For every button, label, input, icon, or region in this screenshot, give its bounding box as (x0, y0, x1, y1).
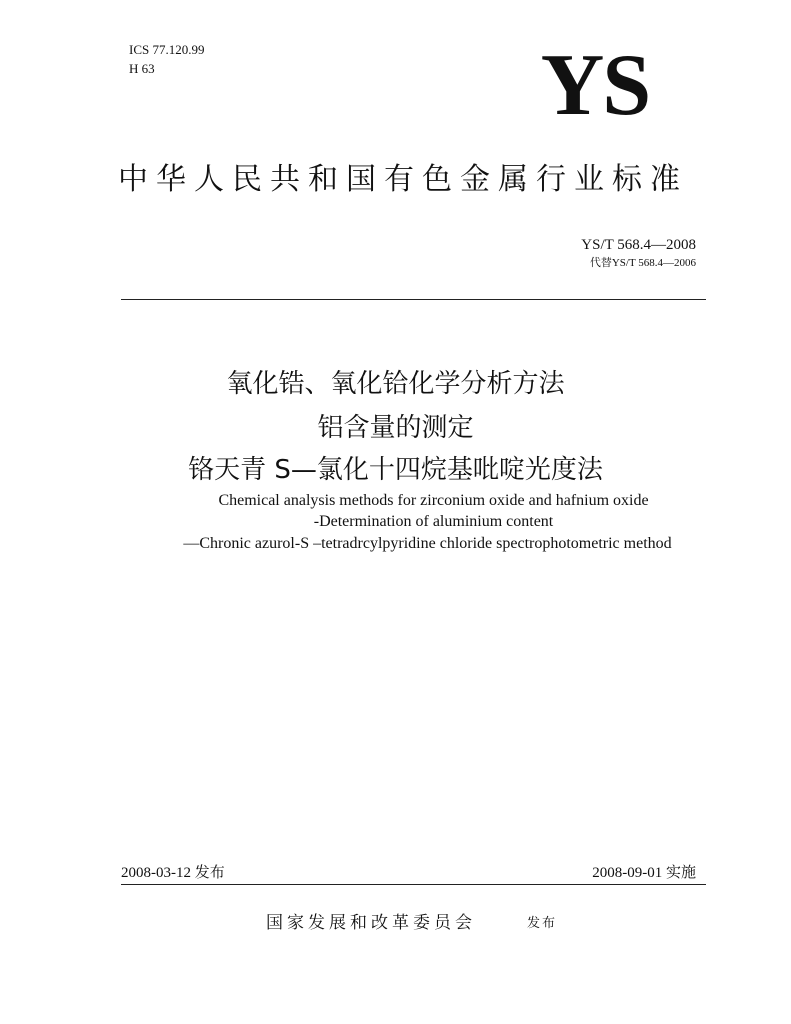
chinese-title-line-3: 铬天青 S—氯化十四烷基吡啶光度法 (188, 455, 603, 485)
english-title-line-1: Chemical analysis methods for zirconium oxide and hafnium oxide (218, 492, 649, 509)
chinese-title-line-1: 氧化锆、氧化铪化学分析方法 (226, 369, 565, 399)
ccs-code: H 63 (129, 61, 155, 76)
standard-number: YS/T 568.4—2008 (581, 237, 696, 253)
replaces-standard: 代替YS/T 568.4—2006 (589, 257, 696, 269)
bottom-divider (121, 884, 706, 885)
issuing-authority: 国家发展和改革委员会 (266, 913, 476, 933)
ics-code: ICS 77.120.99 (129, 42, 205, 57)
english-title-line-2: -Determination of aluminium content (313, 513, 554, 530)
standard-category-title: 中华人民共和国有色金属行业标准 (118, 162, 688, 197)
ys-logo: YS (540, 37, 650, 134)
issuing-authority-suffix: 发布 (527, 916, 558, 931)
chinese-title-line-2: 铝含量的测定 (317, 413, 474, 443)
top-divider (121, 299, 706, 300)
issue-date: 2008-03-12 发布 (121, 865, 225, 881)
english-title-line-3: —Chronic azurol-S –tetradrcylpyridine chloride spectrophotometric method (183, 535, 672, 552)
implementation-date: 2008-09-01 实施 (592, 865, 696, 881)
